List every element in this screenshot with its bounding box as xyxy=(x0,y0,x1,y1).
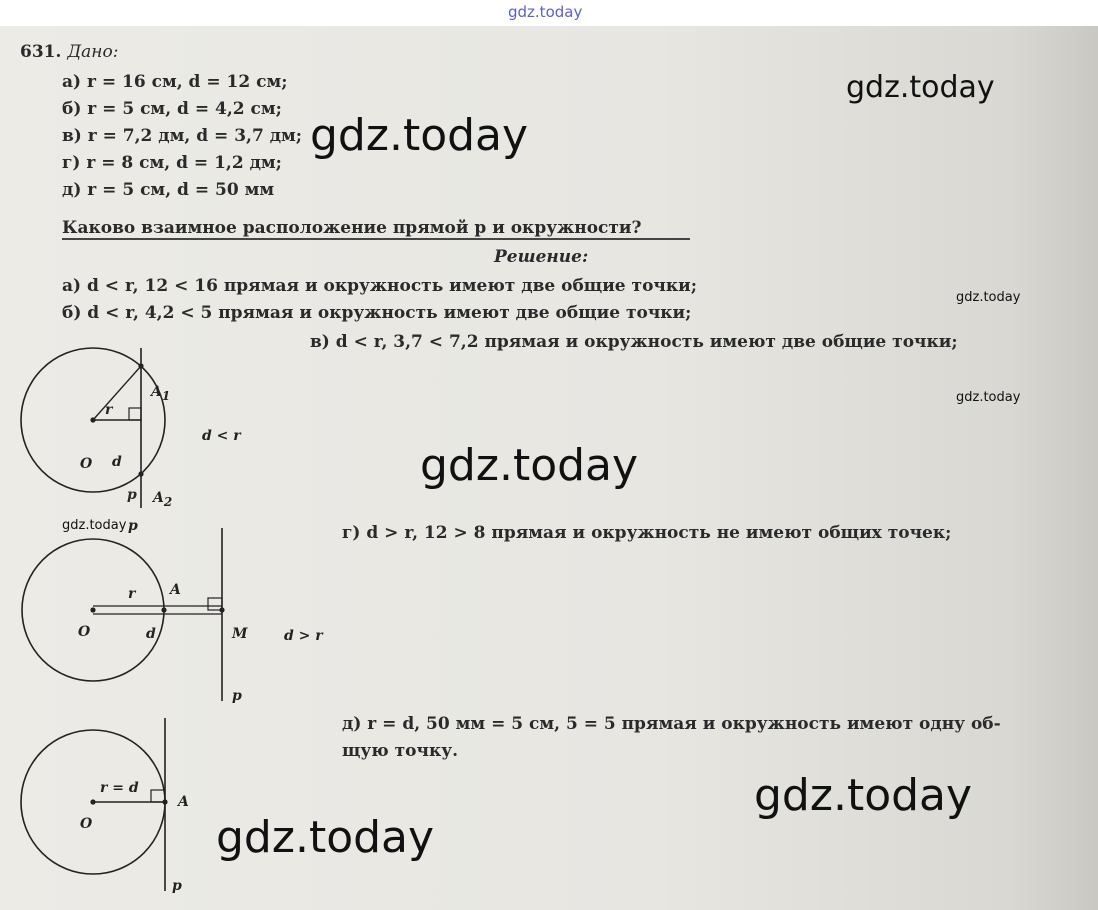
solution-v: в) d < r, 3,7 < 7,2 прямая и окружность имеют две общие точки; xyxy=(310,332,958,352)
textbook-page xyxy=(0,26,1098,910)
point-a2 xyxy=(138,471,143,476)
label-r: r xyxy=(128,586,136,602)
label-m: M xyxy=(232,626,248,642)
point-a xyxy=(162,799,167,804)
problem-header xyxy=(20,42,118,62)
label-p: p xyxy=(172,878,182,894)
watermark: gdz.today xyxy=(956,390,1021,405)
center-point xyxy=(90,799,95,804)
point-a xyxy=(161,607,166,612)
label-r: r xyxy=(105,402,113,418)
label-a: A xyxy=(178,794,189,810)
center-point xyxy=(90,607,95,612)
label-o: O xyxy=(80,816,93,832)
label-rd: r = d xyxy=(100,780,139,796)
label-a2: A2 xyxy=(153,490,173,509)
label-o: O xyxy=(80,456,93,472)
label-a1: A1 xyxy=(151,384,171,403)
given-item-g: г) r = 8 см, d = 1,2 дм; xyxy=(62,153,282,173)
label-o: O xyxy=(78,624,91,640)
label-p: p xyxy=(232,688,242,704)
solution-d-line1: д) r = d, 50 мм = 5 см, 5 = 5 прямая и окружность имеют одну об- xyxy=(342,714,1001,734)
watermark: gdz.today xyxy=(754,770,973,821)
label-p: p xyxy=(128,518,138,534)
watermark: gdz.today xyxy=(62,518,127,533)
solution-a: а) d < r, 12 < 16 прямая и окружность имеют две общие точки; xyxy=(62,276,698,296)
right-angle-mark xyxy=(151,790,165,802)
right-angle-mark xyxy=(129,408,141,420)
given-item-a: а) r = 16 см, d = 12 см; xyxy=(62,72,288,92)
point-a1 xyxy=(138,363,143,368)
separator-line xyxy=(62,238,690,240)
given-item-b: б) r = 5 см, d = 4,2 см; xyxy=(62,99,282,119)
figure-tangent xyxy=(8,716,228,910)
figure-no-intersection xyxy=(8,526,358,711)
label-d: d xyxy=(112,454,122,470)
given-item-v: в) r = 7,2 дм, d = 3,7 дм; xyxy=(62,126,303,146)
watermark: gdz.today xyxy=(956,290,1021,305)
solution-b: б) d < r, 4,2 < 5 прямая и окружность имеют две общие точки; xyxy=(62,303,692,323)
solution-d-line2: щую точку. xyxy=(342,741,459,761)
label-p-1: p xyxy=(127,487,137,503)
segment-r xyxy=(93,366,141,420)
center-point xyxy=(90,417,95,422)
solution-g: г) d > r, 12 > 8 прямая и окружность не имеют общих точек; xyxy=(342,523,952,543)
label-a: A xyxy=(170,582,181,598)
watermark: gdz.today xyxy=(310,110,529,161)
watermark: gdz.today xyxy=(420,440,639,491)
label-d: d xyxy=(146,626,156,642)
given-label: Дано: xyxy=(67,42,119,62)
watermark: gdz.today xyxy=(216,812,435,863)
given-item-d: д) r = 5 см, d = 50 мм xyxy=(62,180,275,200)
watermark-top: gdz.today xyxy=(508,3,583,21)
solution-label: Решение: xyxy=(494,247,589,267)
problem-number: 631. xyxy=(20,42,62,62)
question-text: Каково взаимное расположение прямой p и окружности? xyxy=(62,218,642,238)
relation-label: d > r xyxy=(284,628,323,644)
watermark: gdz.today xyxy=(846,70,995,105)
right-angle-mark xyxy=(208,598,222,610)
relation-label: d < r xyxy=(202,428,241,444)
point-m xyxy=(219,607,224,612)
